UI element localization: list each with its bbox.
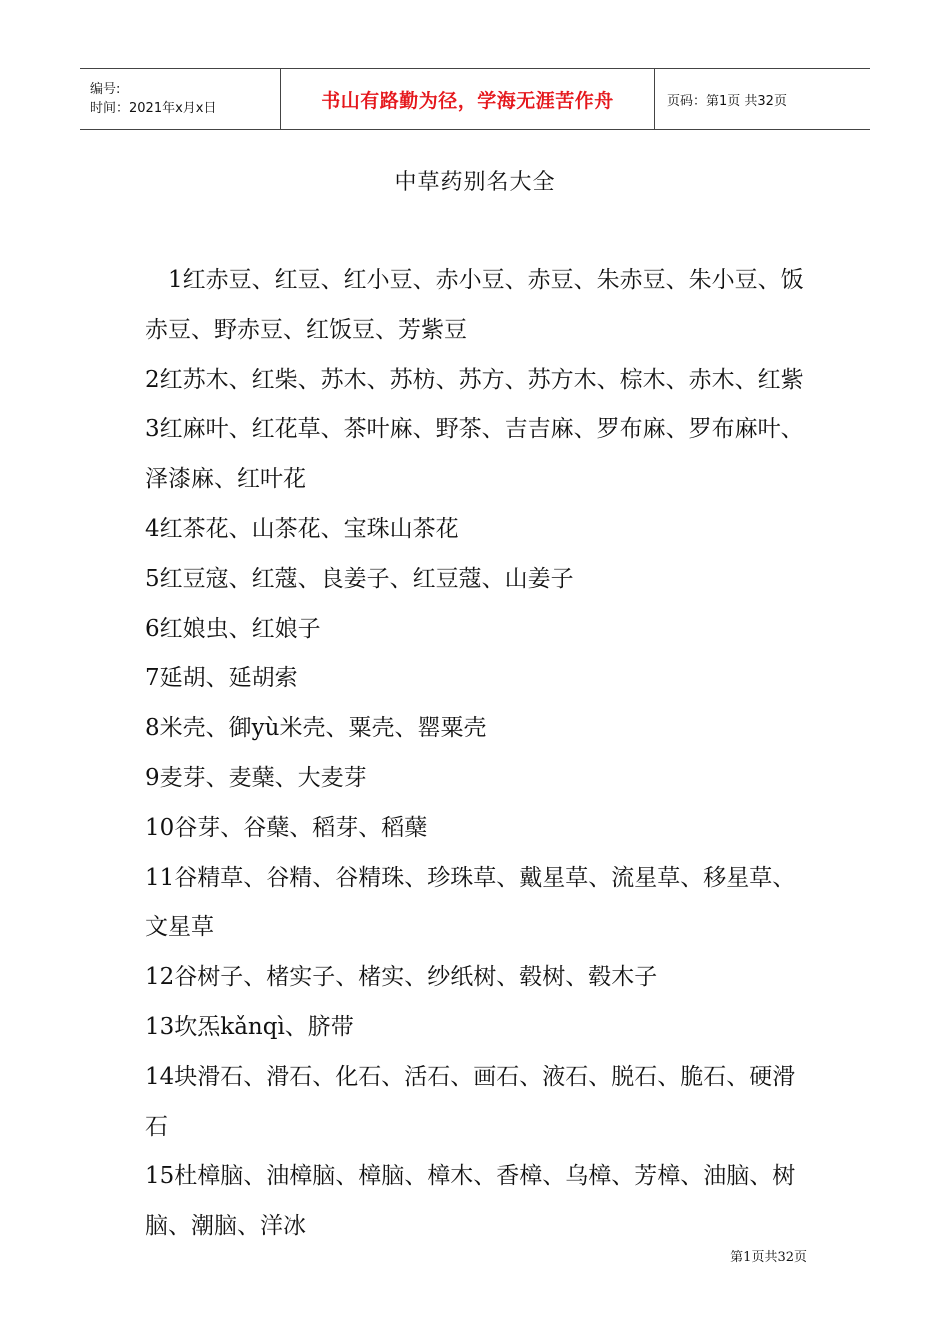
list-item: 5红豆寇、红蔻、良姜子、红豆蔻、山姜子: [145, 565, 574, 592]
list-item: 7延胡、延胡索: [145, 665, 298, 692]
list-item: 3红麻叶、红花草、茶叶麻、野茶、吉吉麻、罗布麻、罗布麻叶、泽漆麻、红叶花: [145, 416, 804, 493]
list-item: 10谷芽、谷蘖、稻芽、稻蘖: [145, 814, 428, 841]
header-meta: [80, 69, 281, 129]
header-page-info: 页码：第1页 共32页: [667, 93, 787, 109]
list-item: 15杜樟脑、油樟脑、樟脑、樟木、香樟、乌樟、芳樟、油脑、树脑、潮脑、洋冰: [145, 1163, 796, 1240]
list-item: 4红茶花、山茶花、宝珠山茶花: [145, 515, 459, 542]
page-header: [80, 68, 870, 130]
list-item: 13坎炁kǎnqì、脐带: [145, 1013, 354, 1040]
time-label: 时间：2021年x月x日: [90, 101, 217, 116]
document-title: 中草药别名大全: [394, 170, 556, 195]
document-body: [145, 256, 813, 1252]
list-item: 1红赤豆、红豆、红小豆、赤小豆、赤豆、朱赤豆、朱小豆、饭赤豆、野赤豆、红饭豆、芳紫豆: [145, 267, 804, 343]
page-footer: 第1页共32页: [730, 1250, 807, 1265]
list-item: 6红娘虫、红娘子: [145, 615, 321, 642]
list-item: 8米壳、御yù米壳、粟壳、罂粟壳: [145, 715, 487, 742]
list-item: 2红苏木、红柴、苏木、苏枋、苏方、苏方木、棕木、赤木、红紫: [145, 366, 804, 393]
header-motto-cell: [281, 69, 655, 129]
motto-text: 书山有路勤为径，学海无涯苦作舟: [321, 89, 614, 112]
list-item: 12谷树子、楮实子、楮实、纱纸树、毂树、毂木子: [145, 964, 658, 991]
serial-label: 编号:: [90, 82, 121, 97]
list-item: 14块滑石、滑石、化石、活石、画石、液石、脱石、脆石、硬滑石: [145, 1063, 796, 1140]
header-page-cell: [655, 69, 870, 129]
list-item: 11谷精草、谷精、谷精珠、珍珠草、戴星草、流星草、移星草、文星草: [145, 864, 796, 941]
list-item: 9麦芽、麦蘖、大麦芽: [145, 764, 367, 791]
